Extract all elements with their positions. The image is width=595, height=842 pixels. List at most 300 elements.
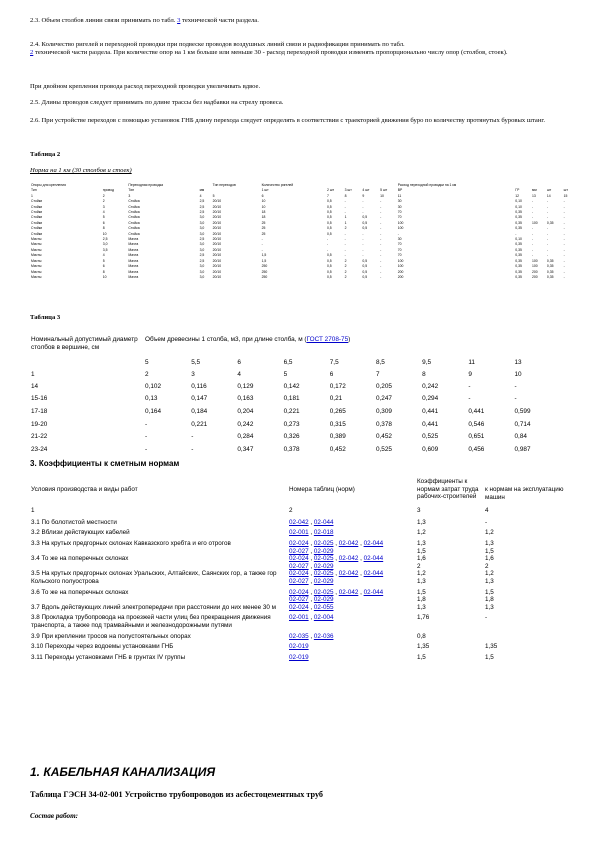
table-3-cell: 0,651 [468, 433, 485, 441]
table-2-cell: 20/10 [212, 274, 222, 279]
coef-labor: 1,6 2 [417, 555, 426, 570]
table-2-cell: 0,35 [546, 264, 554, 269]
table-2-cell: 0,5 [326, 258, 332, 263]
coef-number-cell: 4 [485, 507, 489, 515]
table-2-subhead-cell: 1 шт [261, 188, 269, 193]
table-2-cell: - [362, 204, 364, 209]
link-table-02-029[interactable]: 02-029 [313, 562, 334, 570]
link-table-02-025[interactable]: 02-025 [313, 539, 334, 547]
coef-machine: 1,2 [485, 529, 494, 537]
link-separator: , [333, 588, 339, 596]
table-2-cell: Стойка [128, 215, 140, 220]
table-2-cell: - [563, 247, 565, 252]
link-table-02-029[interactable]: 02-029 [313, 547, 334, 555]
table-2-cell: Мачта [128, 264, 139, 269]
table-2-head-cell: Опоры для крепления [31, 183, 66, 187]
table-3-cell: 0,441 [422, 420, 439, 428]
link-table-02-035[interactable]: 02-035 [289, 632, 309, 640]
coef-row [30, 529, 570, 540]
table-2-cell: - [546, 199, 549, 204]
table-2-subhead-cell: ВР [397, 188, 403, 193]
table-2-cell: 200 [532, 274, 538, 279]
table-3-cell: 17-18 [31, 407, 48, 415]
table-2-cell: 3,0 [199, 220, 205, 225]
table-2-cell: Мачты [31, 237, 42, 242]
table-2-cell: - [362, 237, 364, 242]
link-table-02-025[interactable]: 02-025 [313, 555, 334, 563]
table-3-cell: 0,205 [375, 382, 392, 390]
table-3-cell: 15-16 [31, 395, 48, 403]
table-2-cell: - [546, 237, 549, 242]
coef-tables [288, 589, 416, 604]
link-table-02-042[interactable]: 02-042 [289, 518, 309, 526]
table-2-caption: Таблица 2 [30, 151, 61, 158]
table-2-cell: - [546, 247, 549, 252]
table-3-cell: - [514, 395, 517, 403]
link-table-02-024[interactable]: 02-024 [289, 603, 309, 611]
table-2-cell: 2 [344, 274, 347, 279]
table-2-cell: 0,5 [362, 258, 368, 263]
table-2-cell: 2 [344, 226, 347, 231]
table-2-cell: - [532, 226, 534, 231]
table-2-cell: - [380, 231, 382, 236]
table-2-cell: 2 [102, 199, 105, 204]
table-3-length-cell: 9,5 [422, 358, 432, 366]
table-2-cell: 20/10 [212, 258, 222, 263]
table-2-cell: 20/10 [212, 215, 222, 220]
table-2-cell: 9 [362, 193, 365, 198]
table-2-cell: 3,0 [199, 269, 205, 274]
table-2-cell: 0,35 [515, 269, 522, 274]
coef-row [30, 614, 570, 632]
table-2-cell: - [362, 253, 364, 258]
table-2-cell: 2,5 [199, 237, 205, 242]
table-2-cell: - [563, 258, 565, 263]
coef-machine: 1,2 1,3 [485, 570, 494, 585]
table-2-cell: Стойка [128, 210, 140, 215]
coef-labor: 1,5 [417, 653, 426, 661]
link-table-02-024[interactable]: 02-024 [289, 570, 309, 578]
table-3-cell: 0,525 [375, 445, 392, 453]
table-3-cell: 0,987 [514, 445, 531, 453]
table-2-cell: 25 [261, 220, 266, 225]
table-2-cell: - [563, 237, 565, 242]
table-2-cell: - [344, 204, 346, 209]
coef-number-row [30, 501, 570, 519]
table-2-cell: Мачты [31, 253, 42, 258]
coef-row [30, 654, 570, 665]
table-2-cell: 20/10 [212, 237, 222, 242]
coef-row [30, 519, 570, 530]
link-separator: , [358, 570, 364, 578]
table-2-cell: 0,5 [326, 215, 332, 220]
table-2-cell: 6 [102, 264, 105, 269]
table-2-cell: 70 [397, 253, 402, 258]
table-2-cell: 20/10 [212, 253, 222, 258]
table-2-cell: 20/10 [212, 226, 222, 231]
table-3-caption: Таблица 3 [30, 314, 61, 321]
table-2-cell: Стойки [31, 226, 43, 231]
table-2-cell: 0,5 [362, 215, 368, 220]
table-3-cell: - [468, 395, 471, 403]
table-2-cell: 2,5 [199, 210, 205, 215]
table-2-cell: Мачта [128, 237, 139, 242]
coef-tables [288, 604, 416, 615]
heading-cable-canalization: 1. КАБЕЛЬНАЯ КАНАЛИЗАЦИЯ [30, 765, 216, 779]
coef-labor: 1,35 [417, 643, 430, 651]
link-table-02-004[interactable]: 02-004 [313, 614, 334, 622]
coef-condition: 3.3 На крутых предгорных склонах Кавказского хребта и его отрогов [31, 539, 231, 547]
paragraph-text: 2.3. Объем столбов линии связи принимать по табл. [30, 17, 178, 24]
link-table-02-024[interactable]: 02-024 [289, 588, 309, 596]
table-3-length-cell: 11 [468, 358, 475, 366]
table-2-cell: - [563, 231, 565, 236]
table-2-cell: 2,5 [199, 199, 205, 204]
table-3-cell: 0,546 [468, 420, 485, 428]
table-2-cell: 3,0 [199, 264, 205, 269]
table-2-cell: 10 [102, 274, 107, 279]
table-2-cell: 0,35 [546, 220, 554, 225]
table-2-cell: 0,5 [326, 199, 332, 204]
table-2-cell: - [380, 253, 382, 258]
table-2-cell: 2 [344, 264, 347, 269]
table-2-cell: 0,35 [515, 253, 522, 258]
table-3-row [30, 393, 560, 406]
table-3-cell: 0,347 [237, 445, 254, 453]
link-table-02-024[interactable]: 02-024 [289, 555, 309, 563]
table-3-cell: 0,221 [283, 407, 300, 415]
link-table-02-001[interactable]: 02-001 [289, 529, 309, 537]
table-2-cell: 200 [397, 274, 404, 279]
coef-machine: 1,3 [485, 603, 494, 611]
table-2-cell: Мачта [128, 247, 139, 252]
table-2-cell: 0,35 [515, 242, 522, 247]
table-2-cell: - [546, 253, 549, 258]
table-2-cell: Стойка [128, 204, 140, 209]
table-2-cell: - [326, 237, 329, 242]
link-separator: , [308, 539, 314, 547]
table-2-subhead-cell: ГР [515, 188, 520, 193]
link-separator: , [358, 555, 364, 563]
paragraph-2-5: 2.5. Длины проводов следует принимать по длине трассы без надбавки на стрелу провеса. [30, 99, 284, 106]
table-3-row [30, 430, 560, 443]
coef-machine: 1,5 [485, 653, 494, 661]
table-2-cell: 2 [344, 258, 347, 263]
table-2-cell: 20/10 [212, 264, 222, 269]
table-3-cell: - [145, 433, 148, 441]
table-2-cell: 0,5 [326, 204, 332, 209]
link-table-02-044[interactable]: 02-044 [363, 570, 384, 578]
table-2-cell: 3,0 [102, 242, 108, 247]
table-2-subcaption: Норма на 1 км (30 столбов и стоек) [30, 167, 132, 174]
link-table-02-027[interactable]: 02-027 [289, 577, 309, 585]
table-2-head-cell: Количество ригелей [261, 183, 294, 187]
link-table-02-029[interactable]: 02-029 [313, 577, 334, 585]
table-2-cell: - [563, 220, 565, 225]
table-2-cell: - [397, 231, 399, 236]
coef-condition: 3.9 При креплении тросов на полустоятельных опорах [31, 632, 191, 640]
link-table-02-042[interactable]: 02-042 [338, 555, 359, 563]
link-table-02-044[interactable]: 02-044 [313, 518, 334, 526]
coef-labor: 1,76 [417, 614, 430, 622]
table-2-cell: 18 [261, 215, 266, 220]
table-3-cell: 0,84 [514, 433, 527, 441]
link-table-2[interactable]: 2 [30, 49, 34, 57]
table-2-cell: 70 [397, 247, 402, 252]
table-2-head-cell: Расход переходной проводки на 1 км [397, 183, 457, 187]
link-table-02-029[interactable]: 02-029 [313, 596, 334, 604]
table-2-cell: - [380, 242, 382, 247]
table-3-cell: 0,116 [191, 382, 207, 390]
table-2-cell: 6 [261, 193, 264, 198]
coef-machine: 1,5 1,8 [485, 588, 494, 604]
link-separator: , [333, 570, 339, 578]
link-table-02-044[interactable]: 02-044 [363, 555, 384, 563]
table-2-cell: 0,10 [515, 237, 522, 242]
link-table-02-019[interactable]: 02-019 [289, 643, 309, 651]
table-3-number-cell: 3 [191, 370, 195, 378]
table-3-length-cell: 5 [145, 358, 149, 366]
link-table-02-024[interactable]: 02-024 [289, 539, 309, 547]
table-2-cell: - [563, 199, 565, 204]
coef-condition: 3.5 На крутых предгорных склонах Уральских, Алтайских, Саянских гор, а также гор Кольского полуострова [31, 570, 277, 585]
table-2-cell: 0,5 [326, 226, 332, 231]
link-table-02-025[interactable]: 02-025 [313, 570, 334, 578]
link-table-02-042[interactable]: 02-042 [338, 570, 359, 578]
coef-condition: 3.6 То же на поперечных склонах [31, 588, 129, 596]
table-2-cell: - [546, 215, 549, 220]
table-2-cell: - [546, 231, 549, 236]
table-2-cell: 250 [261, 269, 268, 274]
coef-row [30, 643, 570, 654]
table-2-cell: - [362, 247, 364, 252]
table-2-cell: 0,35 [515, 264, 522, 269]
table-2-cell: - [326, 247, 329, 252]
coef-tables [288, 570, 416, 588]
table-2-cell: 0,35 [515, 247, 522, 252]
table-3-row [30, 418, 560, 431]
table-3-cell: 0,172 [329, 382, 346, 390]
table-2-cell: 10 [261, 199, 266, 204]
table-2-cell: 20/10 [212, 210, 222, 215]
table-3-cell: 23-24 [31, 445, 48, 453]
table-3-cell: 0,204 [237, 407, 254, 415]
table-2-cell: 0,35 [515, 274, 522, 279]
table-2-cell: 100 [532, 220, 538, 225]
table-2-cell: 70 [397, 215, 402, 220]
table-2-cell: 4 [199, 193, 202, 198]
link-table-02-055[interactable]: 02-055 [313, 603, 334, 611]
table-2-cell: 0,5 [326, 220, 332, 225]
table-2-cell: 0,5 [326, 274, 332, 279]
table-2-cell: 20/10 [212, 242, 222, 247]
table-3-number-cell: 5 [283, 370, 288, 378]
link-separator: , [308, 518, 314, 526]
link-table-02-036[interactable]: 02-036 [313, 632, 334, 640]
table-2-cell: 30 [397, 199, 402, 204]
table-3-cell: 0,147 [191, 395, 208, 403]
table-3-cell: 0,102 [145, 382, 161, 390]
table-3-cell: 0,389 [329, 433, 346, 441]
table-2-cell: 100 [397, 226, 404, 231]
coef-machine: 1,3 1,5 [485, 539, 494, 555]
link-separator: , [308, 570, 314, 578]
link-table-02-001[interactable]: 02-001 [289, 614, 309, 622]
coef-number-cell: 1 [31, 507, 35, 515]
table-2-cell: 11 [397, 193, 402, 198]
table-2-cell: - [362, 199, 364, 204]
table-2-cell: 0,5 [326, 210, 332, 215]
header-text: Объем древесины 1 столба, м3, при длине столба, м ( [145, 336, 307, 343]
table-2-cell: 13 [532, 193, 536, 198]
table-3-cell: 0,378 [375, 420, 392, 428]
table-2-cell: - [546, 210, 549, 215]
table-3-lengths-row [30, 356, 560, 368]
link-separator: , [333, 555, 339, 563]
link-table-02-027[interactable]: 02-027 [289, 562, 309, 570]
table-2-cell: 1 [344, 215, 347, 220]
table-2-cell: Мачта [128, 274, 139, 279]
link-separator: , [308, 632, 314, 640]
coef-tables [288, 540, 416, 555]
table-2-cell: 0,5 [362, 226, 368, 231]
table-2-cell: 70 [397, 210, 402, 215]
table-2-cell: 2,5 [102, 237, 108, 242]
table-2-cell: 10 [261, 204, 266, 209]
table-3-cell: 0,184 [191, 407, 208, 415]
coef-row [30, 633, 570, 644]
table-2-cell: 100 [397, 264, 404, 269]
table-3-length-cell: 7,5 [329, 358, 339, 366]
table-2-cell: 2,5 [199, 258, 205, 263]
link-table-02-027[interactable]: 02-027 [289, 596, 309, 604]
link-separator: , [308, 577, 314, 585]
table-2-cell: 3,0 [199, 274, 205, 279]
table-3-cell: 0,714 [514, 420, 531, 428]
link-table-02-044[interactable]: 02-044 [363, 539, 384, 547]
table-2-cell: - [380, 204, 382, 209]
table-2-cell: 3,0 [199, 242, 205, 247]
table-3-cell: - [145, 445, 148, 453]
table-2-subhead-cell: 2 шт [326, 188, 335, 193]
table-3-cell [30, 356, 144, 368]
table-2-cell: - [532, 247, 534, 252]
table-2-cell: - [563, 269, 565, 274]
table-2-subhead-cell: шт [546, 188, 552, 193]
table-2-subhead-cell: Тип [31, 188, 37, 193]
table-2-cell: 3,0 [199, 215, 205, 220]
table-2-cell: 0,5 [326, 231, 332, 236]
coef-row [30, 555, 570, 570]
table-2-cell: 25 [261, 226, 266, 231]
table-2-cell: - [380, 237, 382, 242]
header-text: ) [348, 336, 351, 343]
table-2-cell: - [344, 210, 346, 215]
table-3-cell: 0,452 [375, 433, 392, 441]
table-3-cell: 0,294 [422, 395, 439, 403]
coef-condition: 3.2 Вблизи действующих кабелей [31, 529, 130, 537]
table-3-cell: - [468, 382, 471, 390]
table-2-cell: 10 [380, 193, 384, 198]
table-3-cell: 0,13 [145, 395, 158, 403]
section-3-title: 3. Коэффициенты к сметным нормам [30, 459, 180, 468]
table-3-cell: 0,129 [237, 382, 254, 390]
table-2-cell: - [380, 264, 382, 269]
table-2-cell: - [532, 215, 534, 220]
table-2-cell: 5 [102, 215, 105, 220]
table-2-cell: Стойка [128, 226, 140, 231]
table-3-cell: - [514, 382, 517, 390]
link-table-02-042[interactable]: 02-042 [338, 588, 359, 596]
table-3-cell: 0,142 [283, 382, 300, 390]
link-table-02-042[interactable]: 02-042 [338, 539, 359, 547]
coef-labor: 1,3 1,5 [417, 539, 426, 555]
table-2-cell: 0,5 [362, 274, 368, 279]
table-2-cell: 100 [397, 220, 404, 225]
table-3-cell: 0,181 [283, 395, 300, 403]
table-2-cell: 20/10 [212, 220, 222, 225]
link-gost-2708-75[interactable]: ГОСТ 2708-75 [306, 336, 349, 343]
coef-labor: 1,3 [417, 603, 426, 611]
table-2-cell: 25 [261, 231, 266, 236]
link-separator: , [308, 614, 314, 622]
link-table-02-044[interactable]: 02-044 [363, 588, 384, 596]
table-3-cell: 0,265 [329, 407, 346, 415]
table-2-cell: 0,35 [515, 226, 522, 231]
link-table-02-019[interactable]: 02-019 [289, 653, 309, 661]
table-2-cell: 4 [102, 253, 105, 258]
table-2-subhead-cell: Тип [128, 188, 135, 193]
table-2-cell: 20/10 [212, 199, 222, 204]
table-3-number-cell: 10 [514, 370, 522, 378]
link-table-02-027[interactable]: 02-027 [289, 547, 309, 555]
table-2-cell: 0,5 [362, 220, 368, 225]
table-2-cell: 20/10 [212, 269, 222, 274]
table-2-cell: Мачты [31, 247, 42, 252]
table-3-cell: 0,315 [329, 420, 346, 428]
table-3-cell: 0,164 [145, 407, 161, 415]
table-2-cell: - [380, 199, 382, 204]
table-2-cell: - [563, 210, 565, 215]
table-2-cell: 7 [326, 193, 329, 198]
table-2-cell: 8 [102, 226, 105, 231]
table-3-cell: 0,221 [191, 420, 208, 428]
table-3-header-diameter: Номинальный допустимый диаметр столбов в вершине, см [31, 336, 138, 351]
table-2-cell: 3 [128, 193, 131, 198]
table-3-cell: 0,441 [468, 407, 485, 415]
table-2-cell: - [546, 204, 549, 209]
table-3-row [30, 443, 560, 456]
link-separator: , [308, 562, 314, 570]
table-2-cell: 0,5 [362, 269, 368, 274]
table-2-cell: Стойки [31, 210, 43, 215]
link-table-3[interactable]: 3 [177, 17, 181, 24]
table-2-cell: - [380, 210, 382, 215]
table-2-cell: Мачты [31, 242, 42, 247]
table-2-cell: 2 [102, 193, 105, 198]
table-2-cell: Мачта [128, 258, 139, 263]
table-2-cell: 3 [102, 204, 105, 209]
table-3-cell: 0,284 [237, 433, 254, 441]
table-2-head-cell: Переходная проводка [128, 183, 164, 187]
paragraph-double-fastening: При двойном крепления провода расход переходной проводки увеличивать вдвое. [30, 83, 261, 90]
link-table-02-018[interactable]: 02-018 [313, 529, 334, 537]
table-3-cell: - [145, 420, 148, 428]
table-2-cell: - [563, 204, 565, 209]
table-3-cell: 21-22 [31, 433, 48, 441]
link-separator: , [308, 547, 314, 555]
link-table-02-025[interactable]: 02-025 [313, 588, 334, 596]
